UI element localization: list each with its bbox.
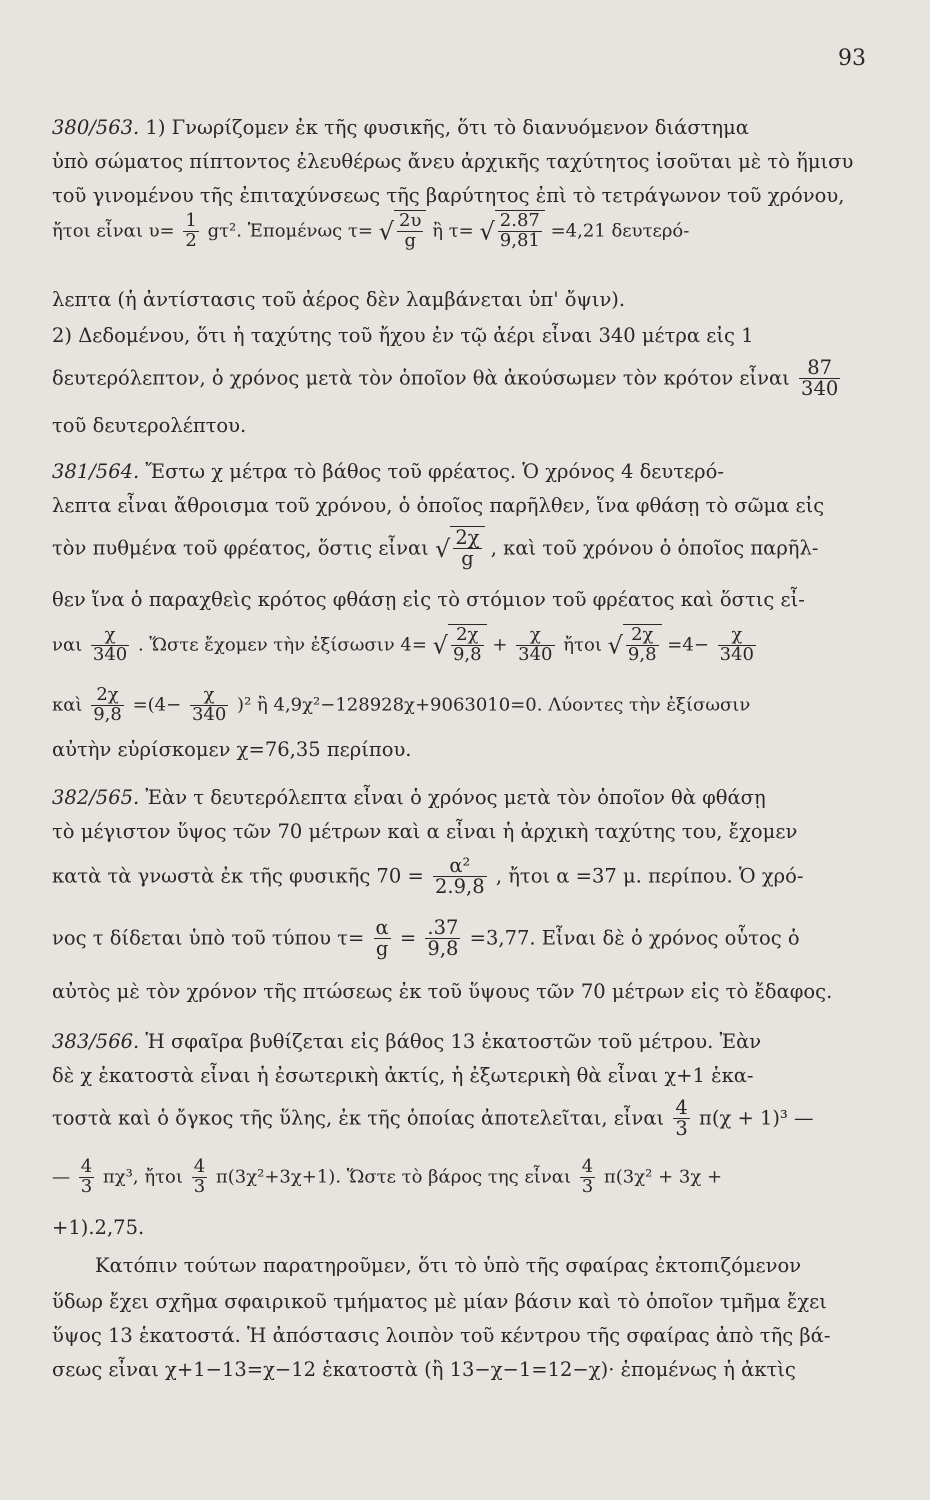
text-segment: καὶ [52, 694, 83, 716]
page-number: 93 [838, 46, 866, 71]
text-line: ὕψος 13 ἑκατοστά. Ἡ ἀπόστασις λοιπὸν τοῦ κέντρου τῆς σφαίρας ἀπὸ τῆς βά- [52, 1324, 831, 1347]
denominator: 2 [185, 229, 197, 251]
numerator: χ [190, 686, 228, 706]
numerator: α² [433, 856, 487, 877]
fraction [79, 1158, 94, 1197]
sqrt-sign-icon: √ [378, 217, 395, 246]
fraction [190, 686, 228, 725]
numerator: 87 [799, 358, 840, 379]
text-segment: )² ἢ 4,9χ²−128928χ+9063010=0. Λύοντες τὴν ἐξίσωσιν [237, 694, 751, 716]
denominator: g [461, 547, 474, 571]
formula-line [52, 918, 800, 960]
fraction [374, 918, 391, 960]
numerator: 2χ [451, 626, 484, 646]
numerator: 1 [185, 210, 197, 231]
numerator: 2.87 [499, 210, 540, 231]
text-segment: gτ². Ἑπομένως τ= [207, 220, 374, 242]
text-segment: π(χ + 1)³ — [699, 1106, 814, 1130]
numerator: 4 [675, 1096, 688, 1119]
fraction [91, 686, 124, 725]
formula-line [52, 1098, 814, 1140]
fraction [451, 626, 484, 665]
denominator: 9,8 [627, 643, 657, 665]
numerator: 2χ [455, 526, 480, 549]
formula-line [52, 624, 759, 665]
text-line: δὲ χ ἑκατοστὰ εἶναι ἡ ἐσωτερικὴ ἀκτίς, ἡ ἐξωτερικὴ θὰ εἶναι χ+1 ἑκα- [52, 1064, 754, 1087]
numerator: 2χ [626, 626, 659, 646]
text-line: θεν ἵνα ὁ παραχθεὶς κρότος φθάσῃ εἰς τὸ στόμιον τοῦ φρέατος καὶ ὅστις εἶ- [52, 588, 805, 611]
denominator: 340 [518, 643, 553, 665]
sqrt-body [394, 210, 426, 251]
exercise-number: 383/566. [52, 1030, 140, 1053]
denominator: 3 [193, 1175, 206, 1197]
sqrt-sign-icon: √ [479, 217, 495, 246]
text-line [52, 118, 749, 138]
text-segment: =3,77. Εἶναι δὲ ὁ χρόνος οὗτος ὁ [469, 926, 800, 950]
text-line: ὕδωρ ἔχει σχῆμα σφαιρικοῦ τμήματος μὲ μίαν βάσιν καὶ τὸ ὁποῖον τμῆμα ἔχει [52, 1290, 827, 1313]
text-line [52, 462, 724, 482]
fraction [626, 626, 659, 665]
denominator: 9,8 [452, 643, 482, 665]
numerator: χ [516, 626, 554, 646]
formula-line [52, 856, 803, 898]
formula-line [52, 1158, 722, 1197]
text-line [52, 788, 766, 808]
text-segment: τὸν πυθμένα τοῦ φρέατος, ὅστις εἶναι [52, 536, 429, 560]
text-line: ὑπὸ σώματος πίπτοντος ἐλευθέρως ἄνευ ἀρχικῆς ταχύτητος ἰσοῦται μὲ τὸ ἥμισυ [52, 150, 854, 173]
numerator: χ [718, 626, 756, 646]
fraction [498, 212, 542, 251]
fraction [183, 212, 198, 251]
sqrt-sign-icon: √ [607, 631, 623, 660]
formula-line [52, 210, 689, 251]
text-segment: , καὶ τοῦ χρόνου ὁ ὁποῖος παρῆλ- [490, 536, 819, 560]
text-segment: κατὰ τὰ γνωστὰ ἐκ τῆς φυσικῆς 70 = [52, 864, 424, 888]
fraction [425, 918, 460, 960]
text-segment: ἢ τ= [432, 220, 474, 242]
fraction [516, 626, 554, 665]
text-line: αὐτὴν εὑρίσκομεν χ=76,35 περίπου. [52, 738, 412, 761]
text-line: λεπτα (ἡ ἀντίστασις τοῦ ἀέρος δὲν λαμβάνεται ὑπ' ὄψιν). [52, 288, 626, 311]
text-line-content: Ἐὰν τ δευτερόλεπτα εἶναι ὁ χρόνος μετὰ τὸν ὁποῖον θὰ φθάσῃ [145, 786, 766, 809]
denominator: g [404, 229, 417, 251]
fraction [718, 626, 756, 665]
denominator: 340 [92, 643, 128, 665]
exercise-number: 380/563. [52, 116, 140, 139]
numerator: 4 [193, 1156, 206, 1177]
denominator: 340 [191, 703, 227, 725]
formula-line [52, 686, 750, 725]
text-segment: =(4− [132, 694, 182, 716]
text-segment: = [399, 926, 417, 950]
formula-line [52, 358, 843, 400]
denominator: 2.9,8 [435, 875, 485, 899]
fraction [673, 1098, 689, 1140]
text-segment: νος τ δίδεται ὑπὸ τοῦ τύπου τ= [52, 926, 365, 950]
sqrt-body [448, 624, 487, 665]
fraction [799, 358, 840, 400]
text-segment: ἤτοι εἶναι υ= [52, 220, 175, 242]
numerator: α [375, 916, 389, 939]
denominator: g [375, 937, 389, 961]
text-line: λεπτα εἶναι ἄθροισμα τοῦ χρόνου, ὁ ὁποῖος παρῆλθεν, ἵνα φθάσῃ τὸ σῶμα εἰς [52, 494, 825, 517]
numerator: χ [91, 626, 129, 646]
sqrt-body [495, 210, 545, 251]
text-line-content: Ἔστω χ μέτρα τὸ βάθος τοῦ φρέατος. Ὁ χρόνος 4 δευτερό- [145, 460, 724, 483]
text-segment: — [52, 1166, 70, 1188]
denominator: 3 [581, 1175, 594, 1197]
sqrt-body [623, 624, 662, 665]
fraction [192, 1158, 207, 1197]
text-line: 2) Δεδομένου, ὅτι ἡ ταχύτης τοῦ ἤχου ἐν τῷ ἀέρι εἶναι 340 μέτρα εἰς 1 [52, 324, 754, 347]
denominator: 9,8 [427, 937, 459, 961]
denominator: 340 [719, 643, 755, 665]
text-segment: ἤτοι [563, 634, 602, 656]
text-segment: πχ³, ἤτοι [102, 1166, 183, 1188]
text-segment: δευτερόλεπτον, ὁ χρόνος μετὰ τὸν ὁποῖον θὰ ἀκούσωμεν τὸν κρότον εἶναι [52, 366, 790, 390]
exercise-number: 382/565. [52, 786, 140, 809]
numerator: 2χ [91, 686, 124, 706]
text-line: αὐτὸς μὲ τὸν χρόνον τῆς πτώσεως ἐκ τοῦ ὕψους τῶν 70 μέτρων εἰς τὸ ἔδαφος. [52, 980, 833, 1003]
fraction [91, 626, 129, 665]
formula-line [52, 526, 818, 570]
text-segment: π(3χ² + 3χ + [603, 1166, 723, 1188]
text-line: τὸ μέγιστον ὕψος τῶν 70 μέτρων καὶ α εἶναι ἡ ἀρχικὴ ταχύτης του, ἔχομεν [52, 820, 798, 843]
text-segment: + [492, 634, 508, 656]
text-line: Κατόπιν τούτων παρατηροῦμεν, ὅτι τὸ ὑπὸ τῆς σφαίρας ἐκτοπιζόμενον [95, 1254, 802, 1277]
numerator: 4 [80, 1156, 93, 1177]
sqrt-body [450, 526, 484, 570]
text-line: +1).2,75. [52, 1216, 145, 1239]
numerator: 2υ [399, 210, 422, 231]
text-segment: π(3χ²+3χ+1). Ὥστε τὸ βάρος της εἶναι [215, 1166, 571, 1188]
denominator: 3 [80, 1175, 93, 1197]
denominator: 340 [801, 377, 839, 401]
sqrt-sign-icon: √ [435, 534, 451, 563]
text-line-content: 1) Γνωρίζομεν ἐκ τῆς φυσικῆς, ὅτι τὸ διανυόμενον διάστημα [145, 116, 749, 139]
denominator: 3 [675, 1117, 688, 1141]
text-line: τοῦ γινομένου τῆς ἐπιταχύνσεως τῆς βαρύτητος ἐπὶ τὸ τετράγωνον τοῦ χρόνου, [52, 184, 845, 207]
fraction [433, 856, 487, 898]
exercise-number: 381/564. [52, 460, 140, 483]
fraction [397, 212, 423, 251]
denominator: 9,8 [93, 703, 122, 725]
text-line: σεως εἶναι χ+1−13=χ−12 ἑκατοστὰ (ἢ 13−χ−1=12−χ)· ἐπομένως ἡ ἀκτὶς [52, 1358, 796, 1381]
text-segment: . Ὥστε ἔχομεν τὴν ἐξίσωσιν 4= [137, 634, 427, 656]
text-line: τοῦ δευτερολέπτου. [52, 414, 247, 437]
numerator: 4 [581, 1156, 594, 1177]
text-line [52, 1032, 761, 1052]
sqrt-sign-icon: √ [432, 631, 448, 660]
text-segment: τοστὰ καὶ ὁ ὄγκος τῆς ὕλης, ἐκ τῆς ὁποίας ἀποτελεῖται, εἶναι [52, 1106, 665, 1130]
denominator: 9,81 [499, 229, 540, 251]
text-segment: =4− [667, 634, 709, 656]
text-segment: , ἤτοι α =37 μ. περίπου. Ὁ χρό- [495, 864, 804, 888]
text-line-content: Ἡ σφαῖρα βυθίζεται εἰς βάθος 13 ἑκατοστῶν τοῦ μέτρου. Ἐὰν [145, 1030, 762, 1053]
text-segment: ναι [52, 634, 83, 656]
fraction [580, 1158, 595, 1197]
text-segment: =4,21 δευτερό- [550, 220, 690, 242]
fraction [453, 528, 481, 570]
numerator: .37 [427, 916, 459, 939]
